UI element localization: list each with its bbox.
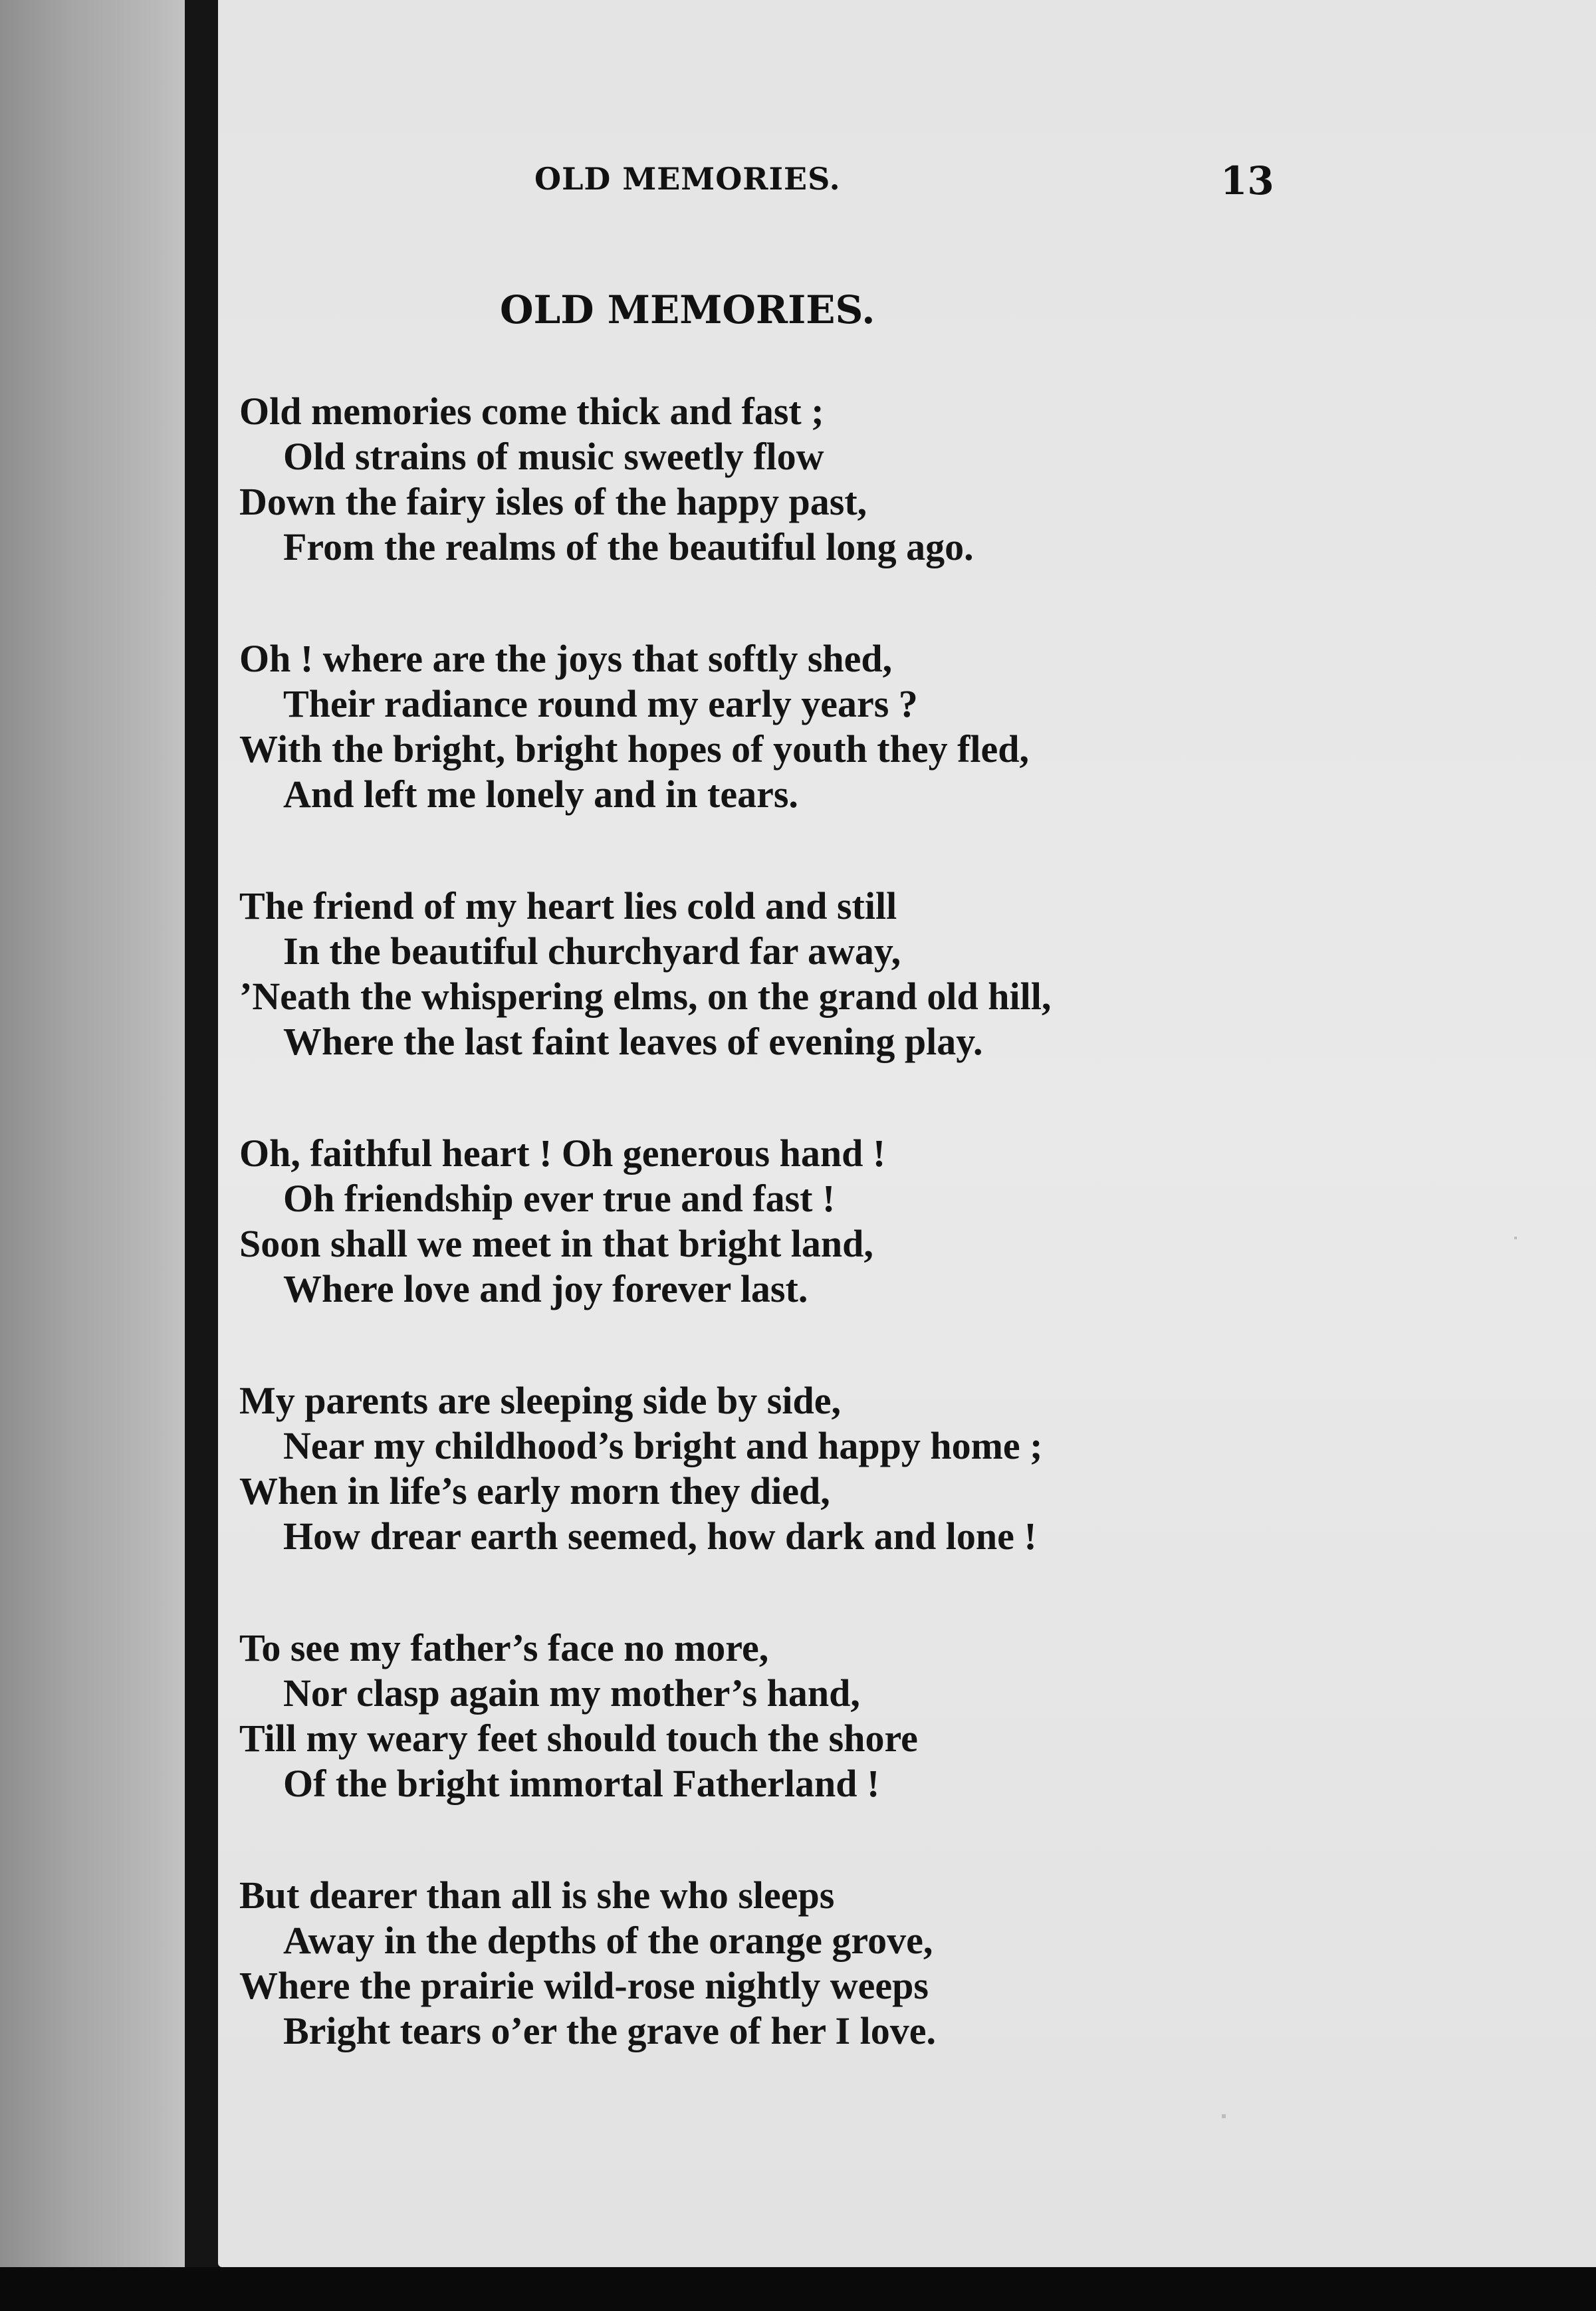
stanza (239, 1873, 1369, 2054)
poem-line: ’Neath the whispering elms, on the grand old hill, (239, 975, 1052, 1018)
facing-page-bleed (20, 0, 166, 2311)
poem-line: Old memories come thick and fast ; (239, 390, 824, 433)
stanza (239, 636, 1369, 817)
facing-page-edge (0, 0, 185, 2311)
poem-line: Nor clasp again my mother’s hand, (283, 1671, 860, 1715)
poem-line: Oh friendship ever true and fast ! (283, 1177, 836, 1220)
poem-line: How drear earth seemed, how dark and lone ! (283, 1515, 1037, 1558)
stanza (239, 1131, 1369, 1312)
poem-line: Where the prairie wild-rose nightly weeps (239, 1964, 929, 2007)
stanza (239, 389, 1369, 570)
poem-line: Old strains of music sweetly flow (283, 435, 824, 478)
poem-line: Till my weary feet should touch the shore (239, 1717, 918, 1760)
poem-line: Where the last faint leaves of evening play. (283, 1020, 983, 1063)
running-head: OLD MEMORIES. (534, 161, 841, 197)
poem-line: To see my father’s face no more, (239, 1626, 769, 1669)
poem-line: But dearer than all is she who sleeps (239, 1874, 835, 1917)
poem-line: Oh, faithful heart ! Oh generous hand ! (239, 1132, 886, 1175)
poem-line: And left me lonely and in tears. (283, 773, 798, 816)
paper-speck (1514, 1237, 1517, 1239)
poem-line: Their radiance round my early years ? (283, 682, 918, 725)
poem-line: The friend of my heart lies cold and still (239, 884, 897, 927)
poem-line: Oh ! where are the joys that softly shed, (239, 637, 893, 680)
poem-line: Bright tears o’er the grave of her I love. (283, 2009, 936, 2052)
stanza (239, 1378, 1369, 1559)
poem-line: Near my childhood’s bright and happy home ; (283, 1424, 1043, 1467)
poem-title: OLD MEMORIES. (500, 287, 875, 332)
poem-line: Down the fairy isles of the happy past, (239, 480, 867, 523)
poem-line: Away in the depths of the orange grove, (283, 1919, 933, 1962)
book-gutter (185, 0, 218, 2311)
poem-line: Where love and joy forever last. (283, 1267, 808, 1310)
stanza (239, 1626, 1369, 1806)
poem-line: When in life’s early morn they died, (239, 1469, 830, 1513)
poem-line: With the bright, bright hopes of youth they fled, (239, 727, 1030, 771)
page-number: 13 (1220, 158, 1274, 203)
poem-line: Of the bright immortal Fatherland ! (283, 1762, 880, 1805)
poem-line: In the beautiful churchyard far away, (283, 929, 901, 973)
scan-bottom-edge (0, 2267, 1596, 2311)
poem-line: Soon shall we meet in that bright land, (239, 1222, 873, 1265)
poem-line: My parents are sleeping side by side, (239, 1379, 841, 1422)
stanza (239, 884, 1369, 1064)
poem-line: From the realms of the beautiful long ago. (283, 525, 974, 568)
poem-body (239, 389, 1369, 2120)
